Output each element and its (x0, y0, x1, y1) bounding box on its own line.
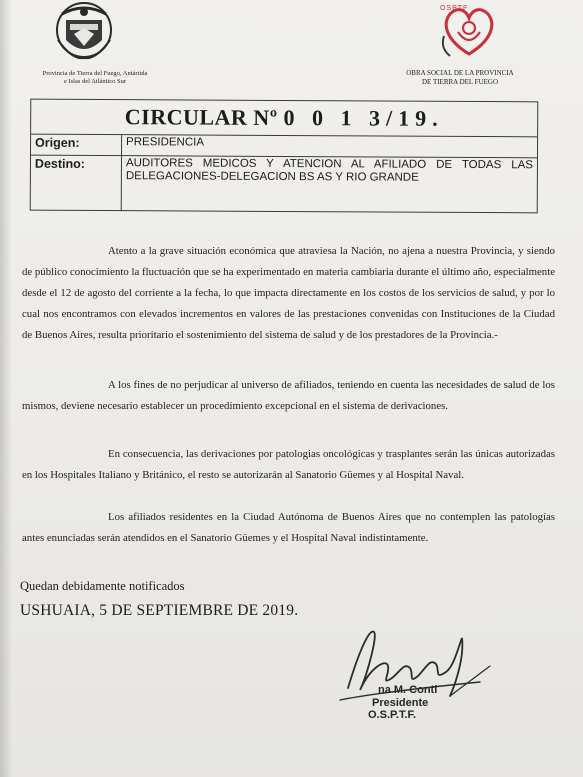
province-line-2: e Islas del Atlántico Sur (63, 78, 127, 85)
obra-social-name (380, 69, 540, 87)
circular-title (31, 100, 537, 138)
origin-value: PRESIDENCIA (126, 136, 205, 149)
osptf-logo-text: OSPTF (440, 5, 469, 12)
circular-number: 0 0 1 3/19. (283, 104, 444, 131)
circular-title-prefix: CIRCULAR Nº (124, 104, 278, 130)
origin-row (31, 135, 537, 159)
closing-line: Quedan debidamente notificados (20, 579, 185, 593)
provincial-crest-icon (52, 0, 116, 64)
signatory-org: O.S.P.T.F. (368, 709, 417, 721)
obra-social-line-1: OBRA SOCIAL DE LA PROVINCIA (406, 69, 514, 77)
province-name (20, 70, 170, 86)
paragraph-4: Los afiliados residentes en la Ciudad Autónoma de Buenos Aires que no contemplen las patologías antes enunciadas serán atendidos en el Sanatorio Güemes y el Hospital Naval indistintamente. (22, 511, 555, 544)
signatory-name: na M. Conti (378, 684, 438, 696)
page-edge-shadow (0, 0, 12, 777)
signatory-title: Presidente (372, 696, 429, 709)
province-line-1: Provincia de Tierra del Fuego, Antártida (42, 70, 148, 77)
obra-social-line-2: DE TIERRA DEL FUEGO (421, 78, 499, 86)
paragraph-1: Atento a la grave situación económica que atraviesa la Nación, no ajena a nuestra Provincia, y siendo de público conocimiento la fluctuación que se ha experimentado en materia cambiaria durante el último año, especialmente desde el 12 de agosto del corriente a la fecha, lo que impacta directamente en los costos de los servicios de salud, y por lo cual nos encontramos con elevados incrementos en valores de las prestaciones convenidas con Instituciones de la Ciudad de Buenos Aires, resulta prioritario el sostenimiento del sistema de salud y de los prestadores de la Provincia.- (22, 245, 555, 341)
signature-block (368, 684, 478, 722)
destination-value: AUDITORES MEDICOS Y ATENCION AL AFILIADO DE TODAS LAS DELEGACIONES-DELEGACION BS AS Y RIO GRANDE (125, 157, 533, 184)
destination-label: Destino: (31, 156, 122, 211)
paragraph-3: En consecuencia, las derivaciones por patologias oncológicas y trasplantes serán las únicas autorizadas en los Hospitales Italiano y Británico, el resto se autorizarán al Sanatorio Güemes y al Hospital Naval. (22, 448, 555, 481)
origin-label: Origen: (31, 135, 122, 155)
destination-row (31, 156, 537, 214)
circular-header-box (30, 99, 539, 214)
place-date: USHUAIA, 5 DE SEPTIEMBRE DE 2019. (20, 602, 299, 619)
paragraph-2: A los fines de no perjudicar al universo de afiliados, teniendo en cuenta las necesidades de salud de los mismos, deviene necesario establecer un procedimiento excepcional en el sistema de derivaciones. (22, 379, 555, 412)
